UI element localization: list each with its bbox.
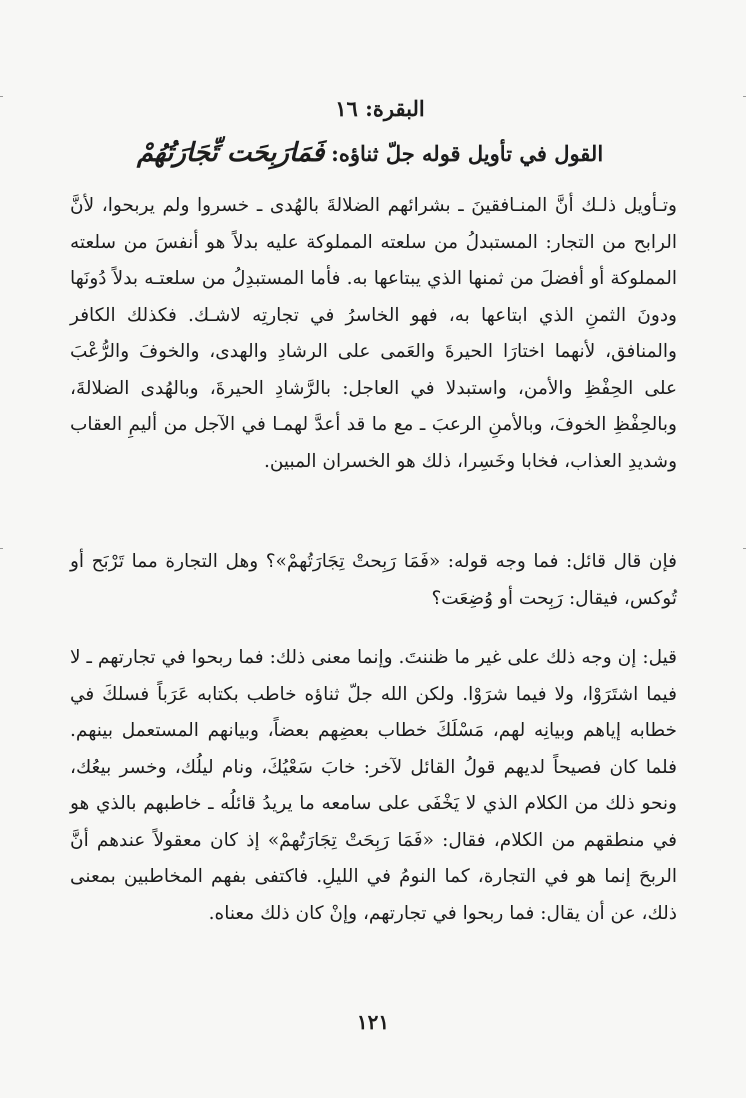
paragraph-interpretation: وتـأويل ذلـك أنَّ المنـافقينَ ـ بشرائهم الضلالةَ بالهُدى ـ خسروا ولم يربحوا، لأنَّ الرابح من التجار: المستبدلُ من سلعته المملوكة عليه بدلاً هو أنفسَ من سلعته المملوكة أو أفضلَ من ثمنها الذي يبتاعها به. فأما المستبدِلُ من سلعتـه بدلاً دُونَها ودونَ الثمنِ الذي ابتاعها به، فهو الخاسرُ في تجارتِه لاشـك. فكذلك الكافر والمنافق، لأنهما اختارَا الحيرةَ والعَمى على الرشادِ والهدى، والخوفَ والرُّعْبَ على الحِفْظِ والأمن، واستبدلا في العاجل: بالرَّشادِ الحيرةَ، وبالهُدى الضلالةَ، وبالحِفْظِ الخوفَ، وبالأمنِ الرعبَ ـ مع ما قد أعدَّ لهمـا في الآجل من أليمِ العقاب وشديدِ العذاب، فخابا وخَسِرا، ذلك هو الخسران المبين. xyxy=(70,195,677,472)
surah-reference: البقرة: ١٦ xyxy=(335,96,425,121)
paragraph-answer: قيل: إن وجه ذلك على غير ما ظننتَ. وإنما معنى ذلك: فما ربحوا في تجارتهم ـ لا فيما اشتَرَوْا، ولا فيما شرَوْا. ولكن الله جلّ ثناؤه خاطب بكتابه عَرَباً فسلكَ في خطابه إياهم وبيانِه لهم، مَسْلَكَ خطاب بعضِهم بعضاً، وبيانهم المستعمل بينهم. فلما كان فصيحاً لديهم قولُ القائل لآخر: خابَ سَعْيُكَ، ونام ليلُك، وخسر بيعُك، ونحو ذلك من الكلام الذي لا يَخْفَى على سامعه ما يريدُ قائلُه ـ خاطبهم بالذي هو في منطقهم من الكلام، فقال: «فَمَا رَبِحَتْ تِجَارَتُهمْ» إذ كان معقولاً عندهم أنَّ الربحَ إنما هو في التجارة، كما النومُ في الليلِ. فاكتفى بفهم المخاطبين بمعنى ذلك، عن أن يقال: فما ربحوا في تجارتهم، وإنْ كان ذلك معناه. xyxy=(70,647,677,924)
page-edge-mark xyxy=(0,548,3,549)
quranic-verse: فَمَارَبِحَت تِّجَارَتُهُمْ xyxy=(136,138,325,168)
title-prefix: القول في تأويل قوله جلّ ثناؤه: xyxy=(331,141,604,166)
paragraph-question: فإن قال قائل: فما وجه قوله: «فَمَا رَبِحتْ تِجَارَتُهمْ»؟ وهل التجارة مما تَرْبَح أو تُوكس، فيقال: رَبِحت أو وُضِعَت؟ xyxy=(70,551,677,609)
page-edge-mark xyxy=(0,96,3,97)
section-title xyxy=(90,138,650,168)
page-number: ١٢١ xyxy=(356,1010,390,1034)
